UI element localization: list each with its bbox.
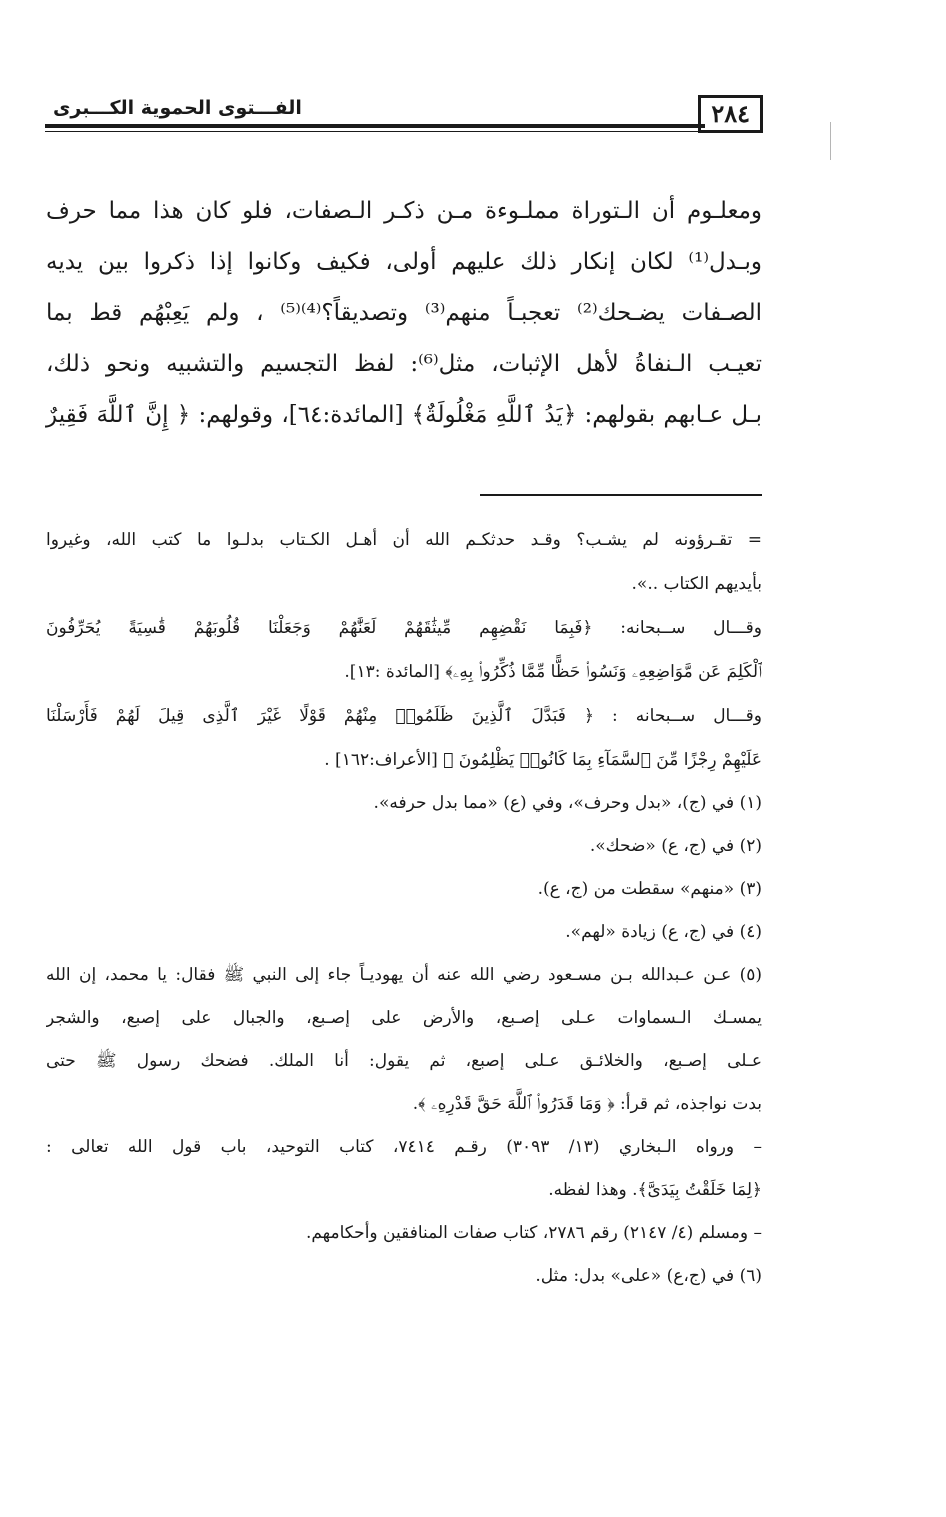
main-text [46, 186, 762, 441]
footnote-5: (٥) عـن عـبدالله بـن مسـعود رضي الله عنه أن يهوديـاً جاء إلى النبي ﷺ فقال: يا محمد، إن الله [46, 965, 762, 985]
header-rule-thin [45, 131, 705, 132]
footnote-separator [480, 494, 762, 496]
footnote-line: بدت نواجذه، ثم قرأ: ﴿ وَمَا قَدَرُوا۟ ٱللَّهَ حَقَّ قَدْرِهِۦ ﴾. [412, 1094, 762, 1114]
main-text-line: الصـفات يضـحك⁽²⁾ تعجبـاً منهم⁽³⁾ وتصديقاً؟⁽⁴⁾⁽⁵⁾ ، ولم يَعِبْهُم قط بما [46, 300, 762, 326]
footnote-line: = تقـرؤونه لم يشـب؟ وقـد حدثكـم الله أن أهـل الكـتاب بدلـوا ما كتب الله، وغيروا [46, 530, 762, 550]
footnote-line: وقـــال ســبحانه : ﴿ فَبَدَّلَ ٱلَّذِينَ ظَلَمُوا۟ مِنْهُمْ قَوْلًا غَيْرَ ٱلَّذِى قِيلَ لَهُمْ فَأَرْسَلْنَا [46, 706, 762, 726]
header-rule-thick [45, 124, 705, 128]
footnote-line: عَلَيْهِمْ رِجْزًا مِّنَ ٱلسَّمَآءِ بِمَا كَانُوا۟ يَظْلِمُونَ ﴾ [الأعراف:١٦٢] . [324, 750, 762, 770]
footnote-3: (٣) «منهم» سقطت من (ج، ع). [537, 879, 762, 899]
footnote-line: – ومسلم (٤/ ٢١٤٧) رقم ٢٧٨٦، كتاب صفات المنافقين وأحكامهم. [305, 1223, 762, 1243]
main-text-line: وبـدل⁽¹⁾ لكان إنكار ذلك عليهم أولى، فكيف وكانوا إذا ذكروا بين يديه [46, 249, 762, 275]
footnote-line: – ورواه الـبخاري (١٣/ ٣٠٩٣) رقـم ٧٤١٤، كتاب التوحيد، باب قول الله تعالى : [46, 1137, 762, 1157]
footnote-4: (٤) في (ج، ع) زيادة «لهم». [565, 922, 762, 942]
main-text-line: تعيـب الـنفاةُ لأهل الإثبات، مثل⁽⁶⁾: لفظ التجسيم والتشبيه ونحو ذلك، [46, 351, 762, 377]
footnote-2: (٢) في (ج، ع) «ضحك». [589, 836, 762, 856]
footnotes [46, 518, 762, 1298]
footnote-1: (١) في (ج)، «بدل وحرف»، وفي (ع) «مما بدل حرفه». [373, 793, 762, 813]
book-title: الفـــتوى الحموية الكـــبرى [53, 97, 302, 119]
footnote-line: عـلى إصـبع، والخلائـق عـلى إصبع، ثم يقول: أنا الملك. فضحك رسول ﷺ حتى [46, 1051, 762, 1071]
main-text-line: ومعلـوم أن الـتوراة مملـوءة مـن ذكـر الـصفات، فلو كان هذا مما حرف [46, 198, 762, 224]
margin-mark [830, 122, 831, 160]
footnote-line: وقـــال ســبحانه: ﴿فَبِمَا نَقْضِهِم مِّيثَٰقَهُمْ لَعَنَّٰهُمْ وَجَعَلْنَا قُلُوبَهُمْ قَٰسِيَةً يُحَرِّفُونَ [46, 618, 762, 638]
footnote-line: ﴿لِمَا خَلَقْتُ بِيَدَىَّ﴾. وهذا لفظه. [548, 1180, 762, 1200]
page-number: ٢٨٤ [698, 95, 763, 133]
footnote-line: بأيديهم الكتاب ..». [631, 574, 762, 594]
footnote-line: يمسـك الـسماوات عـلى إصـبع، والأرض على إصـبع، والجبال على إصبع، والشجر [46, 1008, 762, 1028]
main-text-line: بـل عـابهم بقولهم: ﴿يَدُ ٱللَّهِ مَغْلُولَةٌ﴾ [المائدة:٦٤]، وقولهم: ﴿ إِنَّ ٱللَّهَ فَقِيرٌ [46, 402, 762, 428]
footnote-line: ٱلْكَلِمَ عَن مَّوَاضِعِهِۦ وَنَسُوا۟ حَظًّا مِّمَّا ذُكِّرُوا۟ بِهِۦ﴾ [المائدة :١٣]. [344, 662, 762, 682]
footnote-6: (٦) في (ج،ع) «على» بدل: مثل. [535, 1266, 762, 1286]
